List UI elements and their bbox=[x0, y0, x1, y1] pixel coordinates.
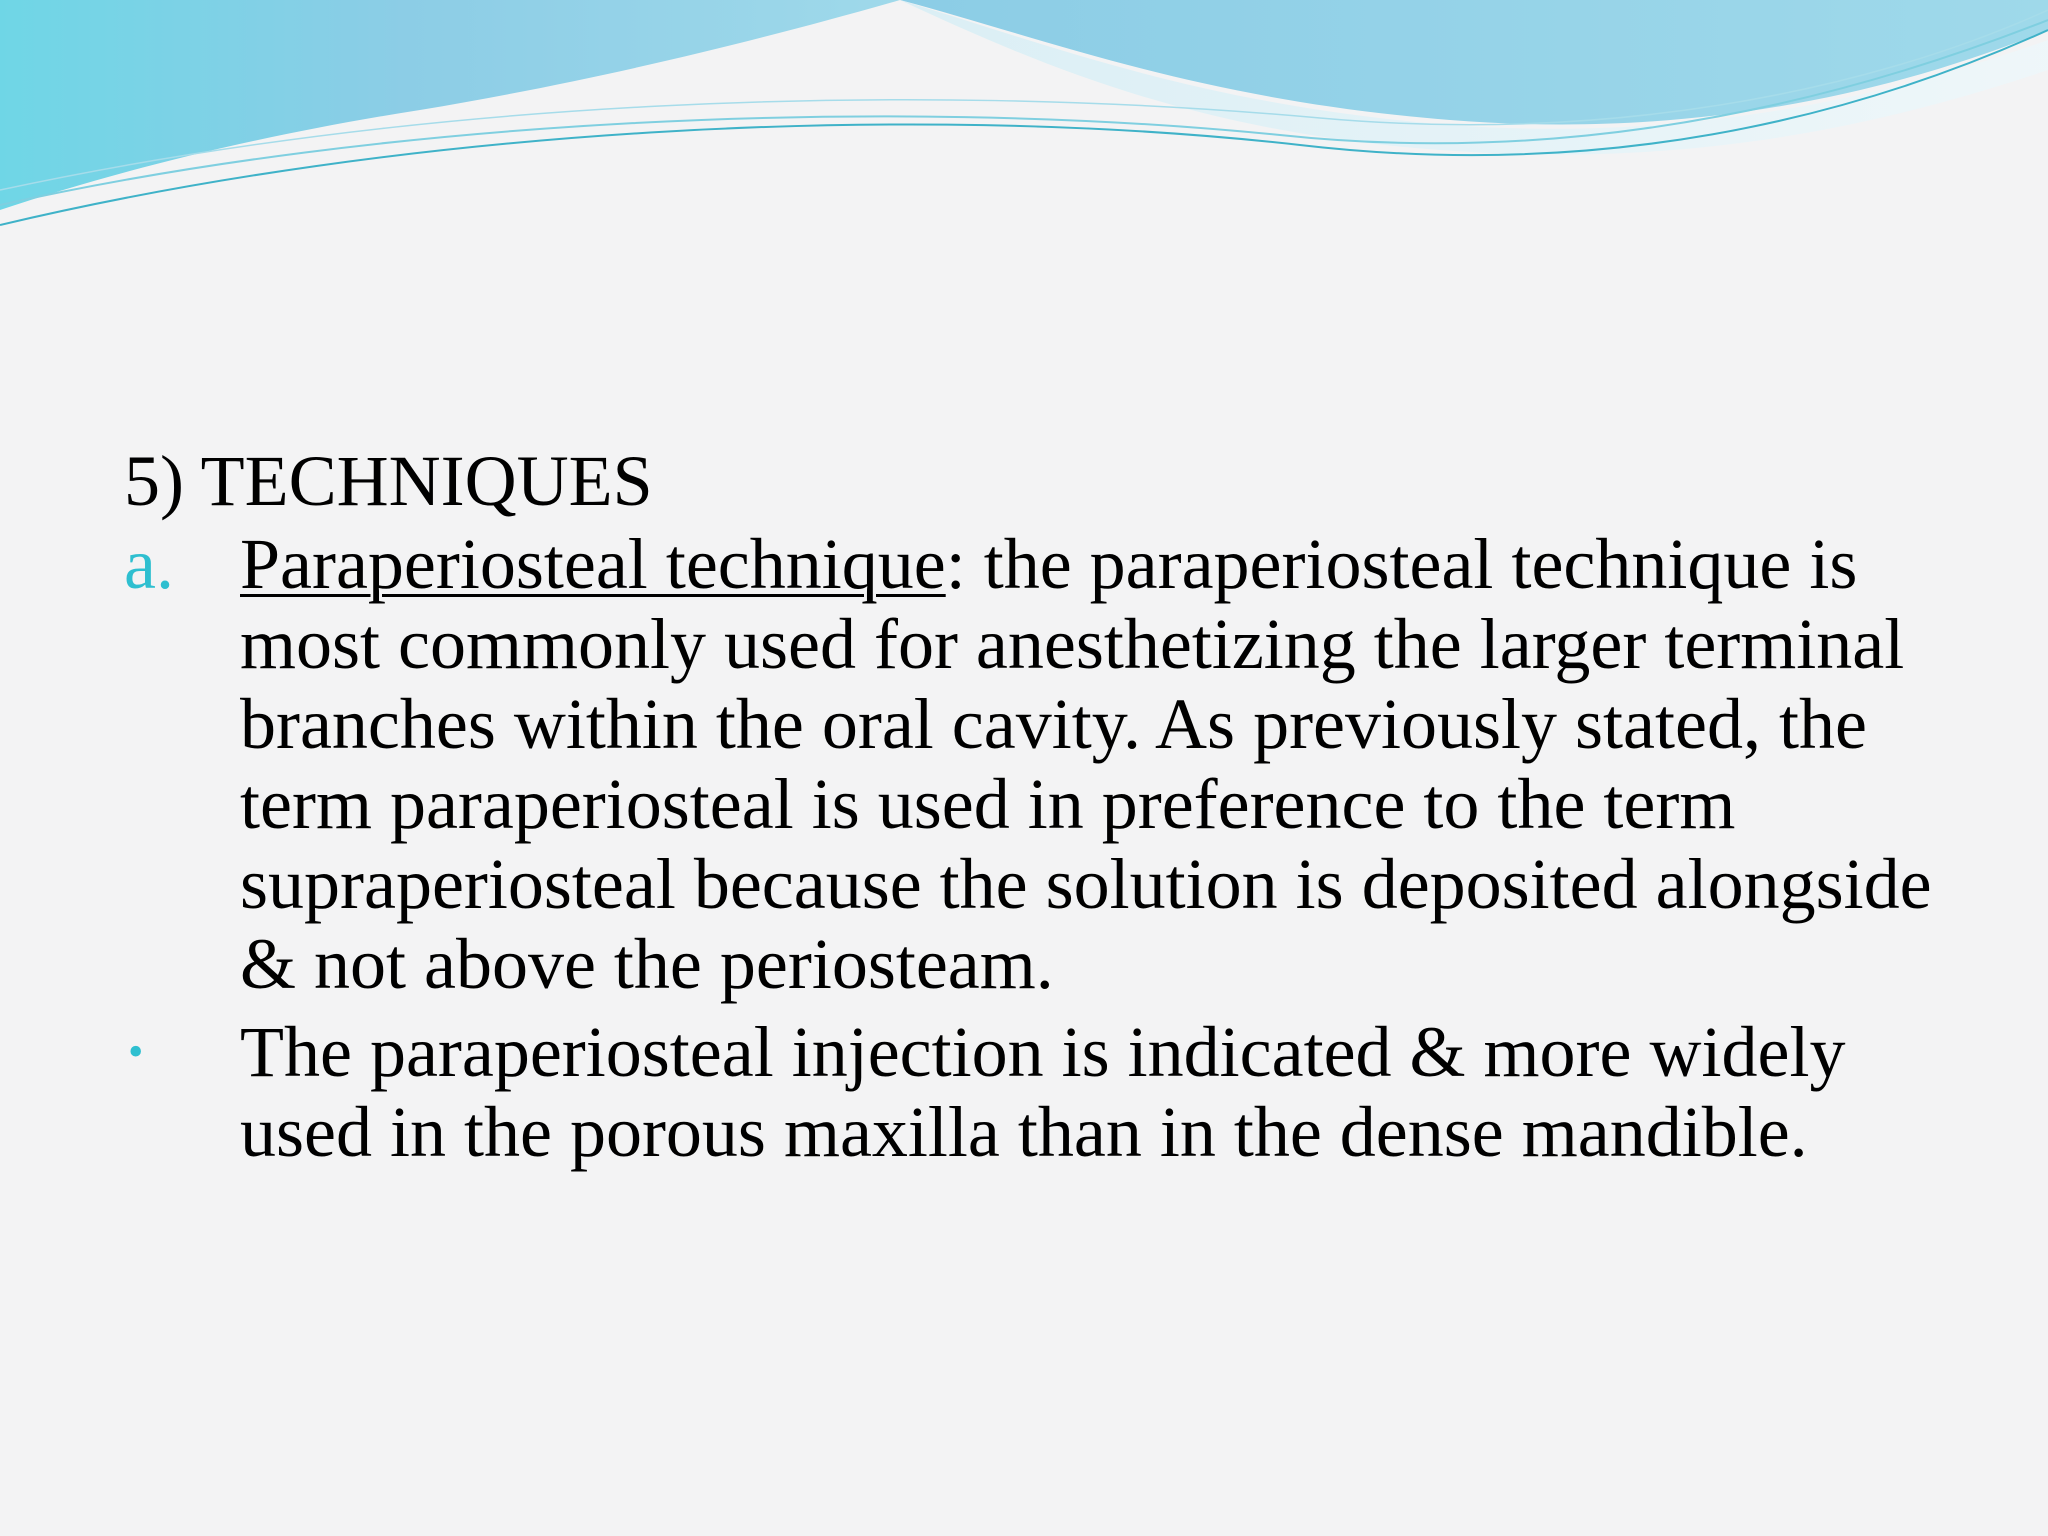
item-description: : the paraperiosteal technique is most commonly used for anesthetizing the larger terminal branches within the oral cavity. As previously stated, the term paraperiosteal is used in preference to the term supraperiosteal because the solution is deposited alongside & not above the periosteam. bbox=[240, 524, 1932, 1004]
list-item-paraperiosteal-technique bbox=[124, 524, 1984, 1004]
section-heading: 5) TECHNIQUES bbox=[124, 441, 653, 521]
bullet-icon: • bbox=[128, 1027, 144, 1076]
slide-body bbox=[124, 440, 1984, 1172]
list-item-paraperiosteal-injection bbox=[124, 1012, 1984, 1172]
decorative-wave-banner bbox=[0, 0, 2048, 240]
list-marker-a: a. bbox=[124, 524, 174, 604]
item-description: The paraperiosteal injection is indicated & more widely used in the porous maxilla than in the dense mandible. bbox=[240, 1012, 1846, 1172]
term-paraperiosteal-technique: Paraperiosteal technique bbox=[240, 524, 946, 604]
